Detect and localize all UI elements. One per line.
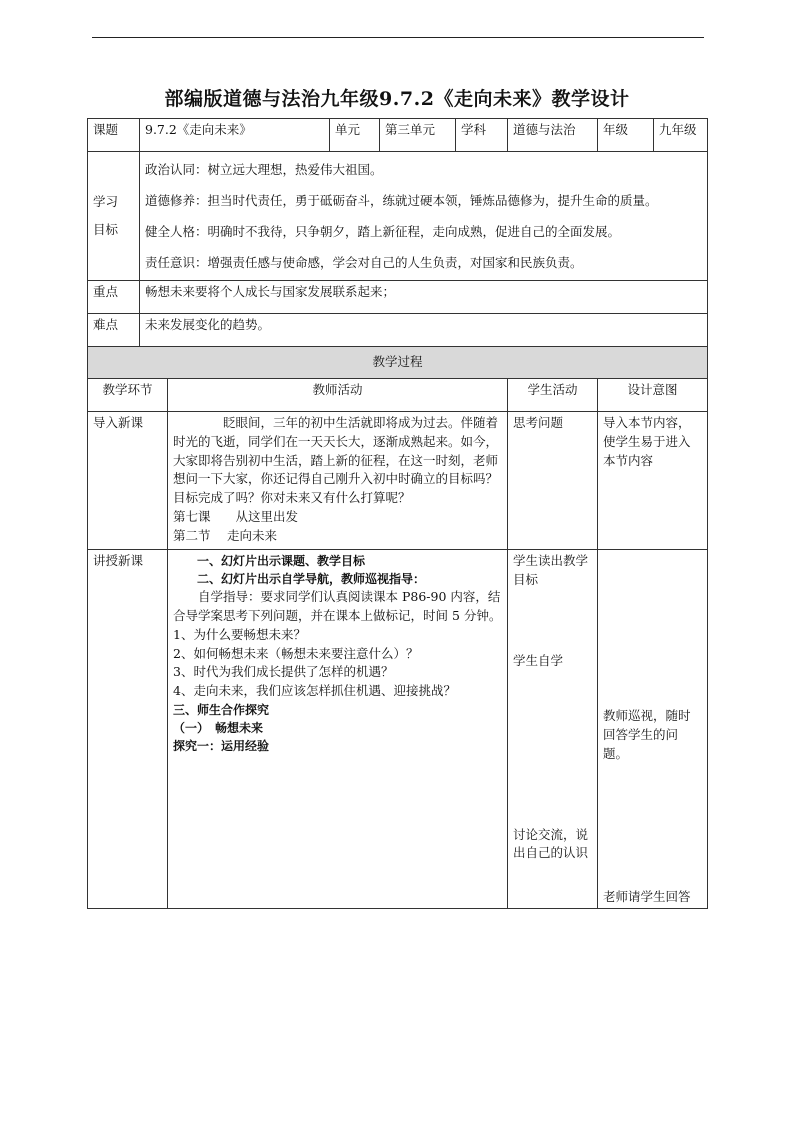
student-self-study: 学生自学 <box>513 652 564 668</box>
subsection-one: （一） 畅想未来 <box>173 720 264 735</box>
intro-section-line: 第二节 走向未来 <box>173 527 277 543</box>
intent-student-answer: 老师请学生回答 <box>603 888 691 904</box>
step-three: 三、师生合作探究 <box>173 702 270 717</box>
goals-label: 学习 目标 <box>88 152 140 281</box>
teach-teacher <box>168 550 508 909</box>
intro-row <box>88 412 708 550</box>
grade-value: 九年级 <box>654 119 708 152</box>
process-header-row <box>88 379 708 412</box>
intro-paragraph: 眨眼间，三年的初中生活就即将成为过去。伴随着时光的飞逝，同学们在一天天长大，逐渐成熟起来。如今，大家即将告别初中生活，踏上新的征程，在这一时刻，老师想问一下大家，你还记得自己刚升入初中时确立的目标吗？目标完成了吗？你对未来又有什么打算呢？ <box>173 415 499 505</box>
goals-content <box>140 152 708 281</box>
difficulty-row <box>88 314 708 347</box>
teach-row <box>88 550 708 909</box>
lesson-value: 9.7.2《走向未来》 <box>140 119 330 152</box>
difficulty-label: 难点 <box>88 314 140 347</box>
header-student: 学生活动 <box>508 379 598 412</box>
goal-political: 政治认同：树立远大理想，热爱伟大祖国。 <box>145 162 383 177</box>
unit-label: 单元 <box>330 119 380 152</box>
intent-teacher-patrol: 教师巡视，随时回答学生的问题。 <box>603 708 691 761</box>
self-study-guide: 自学指导：要求同学们认真阅读课本 P86-90 内容，结合导学案思考下列问题，并在课本上做标记，时间 5 分钟。 <box>173 589 502 623</box>
header-stage: 教学环节 <box>88 379 168 412</box>
lesson-plan-table <box>87 118 708 909</box>
difficulty-value: 未来发展变化的趋势。 <box>140 314 708 347</box>
goal-personality: 健全人格：明确时不我待，只争朝夕，踏上新征程，走向成熟，促进自己的全面发展。 <box>145 224 621 239</box>
inquiry-one: 探究一：运用经验 <box>173 738 270 753</box>
process-title: 教学过程 <box>88 347 708 379</box>
teach-student <box>508 550 598 909</box>
process-title-row <box>88 347 708 379</box>
key-point-label: 重点 <box>88 281 140 314</box>
key-point-row <box>88 281 708 314</box>
student-discuss: 讨论交流，说出自己的认识 <box>513 826 589 861</box>
lesson-label: 课题 <box>88 119 140 152</box>
intro-stage: 导入新课 <box>88 412 168 550</box>
intro-student: 思考问题 <box>508 412 598 550</box>
question-1: 1、为什么要畅想未来？ <box>173 626 306 642</box>
teach-stage: 讲授新课 <box>88 550 168 909</box>
subject-label: 学科 <box>456 119 508 152</box>
header-intent: 设计意图 <box>598 379 708 412</box>
question-2: 2、如何畅想未来（畅想未来要注意什么）？ <box>173 645 419 661</box>
grade-label: 年级 <box>598 119 654 152</box>
question-4: 4、走向未来，我们应该怎样抓住机遇、迎接挑战？ <box>173 683 456 698</box>
header-teacher: 教师活动 <box>168 379 508 412</box>
question-3: 3、时代为我们成长提供了怎样的机遇？ <box>173 664 394 680</box>
step-one: 一、幻灯片出示课题、教学目标 <box>197 554 366 569</box>
intro-teacher <box>168 412 508 550</box>
intro-lesson-line: 第七课 从这里出发 <box>173 508 299 524</box>
goal-responsibility: 责任意识：增强责任感与使命感，学会对自己的人生负责，对国家和民族负责。 <box>145 255 583 270</box>
teach-intent <box>598 550 708 909</box>
goals-row <box>88 152 708 281</box>
goal-moral: 道德修养：担当时代责任，勇于砥砺奋斗，练就过硬本领，锤炼品德修为，提升生命的质量。 <box>145 193 658 208</box>
unit-value: 第三单元 <box>380 119 456 152</box>
step-two: 二、幻灯片出示自学导航，教师巡视指导： <box>197 572 426 587</box>
subject-value: 道德与法治 <box>508 119 598 152</box>
info-row <box>88 119 708 152</box>
key-point-value: 畅想未来要将个人成长与国家发展联系起来； <box>140 281 708 314</box>
page-title: 部编版道德与法治九年级9.7.2《走向未来》教学设计 <box>164 88 630 110</box>
intro-intent: 导入本节内容，使学生易于进入本节内容 <box>598 412 708 550</box>
header-rule <box>92 37 704 38</box>
student-read-goals: 学生读出教学目标 <box>513 553 589 587</box>
